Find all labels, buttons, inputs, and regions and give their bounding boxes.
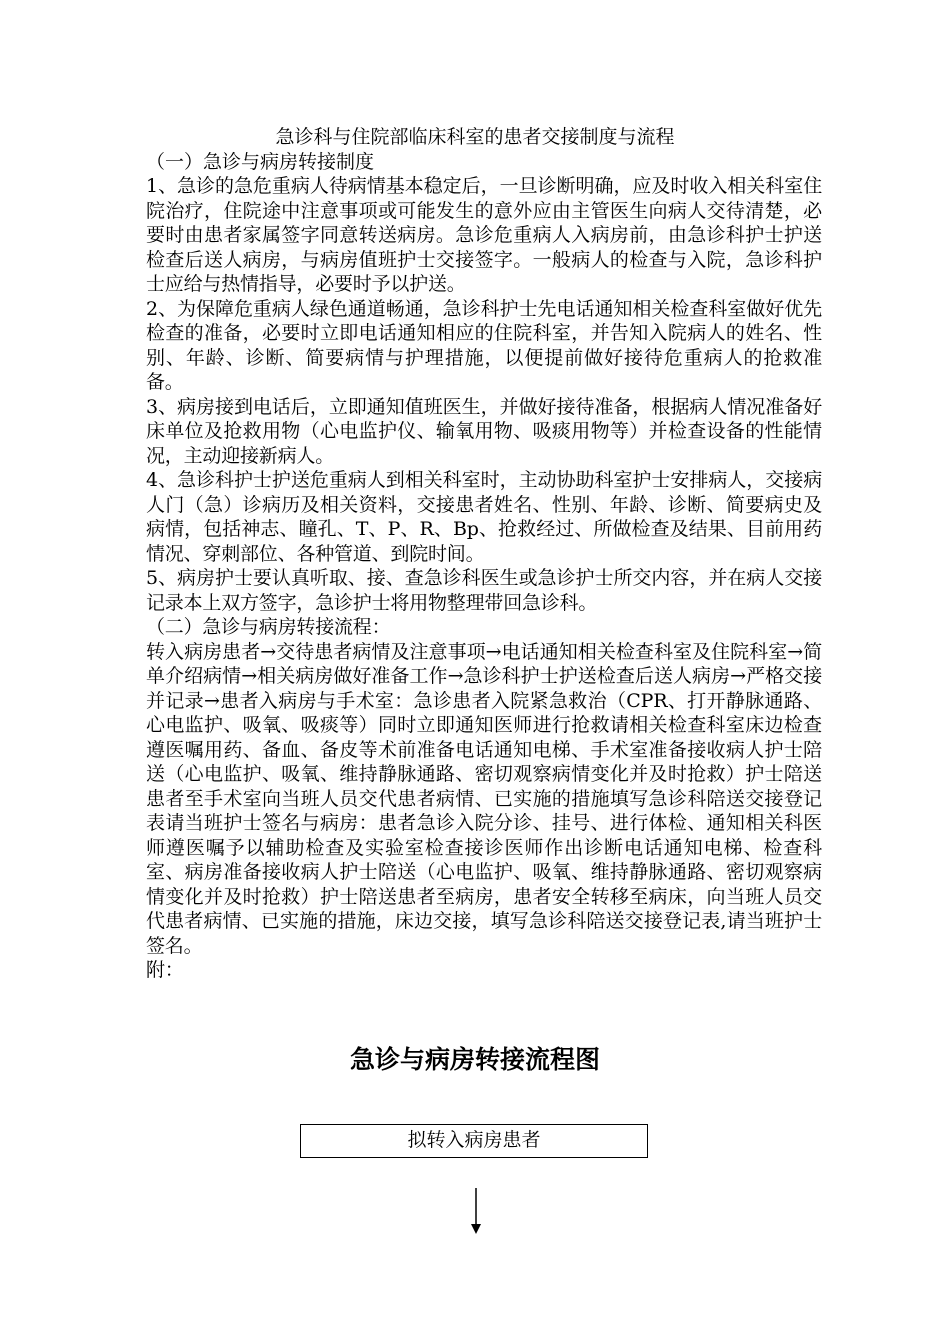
section-1-heading: （一）急诊与病房转接制度: [146, 151, 375, 173]
paragraph-4: 4、急诊科护士护送危重病人到相关科室时，主动协助科室护士安排病人，交接病人门（急）诊病历及相关资料，交接患者姓名、性别、年龄、诊断、简要病史及病情，包括神志、瞳孔、T、P、R、Bp、抢救经过、所做检查及结果、目前用药情况、穿刺部位、各种管道、到院时间。: [146, 469, 822, 565]
paragraph-3: 3、病房接到电话后，立即通知值班医生，并做好接待准备，根据病人情况准备好床单位及抢救用物（心电监护仪、输氧用物、吸痰用物等）并检查设备的性能情况，主动迎接新病人。: [146, 395, 822, 467]
paragraph-1: 1、急诊的急危重病人待病情基本稳定后，一旦诊断明确，应及时收入相关科室住院治疗，住院途中注意事项或可能发生的意外应由主管医生向病人交待清楚，必要时由患者家属签字同意转送病房。急诊危重病人入病房前，由急诊科护士护送检查后送人病房，与病房值班护士交接签字。一般病人的检查与入院，急诊科护士应给与热情指导，必要时予以护送。: [146, 175, 822, 295]
flowchart-title: 急诊与病房转接流程图: [349, 1045, 600, 1074]
paragraph-2: 2、为保障危重病人绿色通道畅通，急诊科护士先电话通知相关检查科室做好优先检查的准备，必要时立即电话通知相应的住院科室，并告知入院病人的姓名、性别、年龄、诊断、简要病情与护理措施，以便提前做好接待危重病人的抢救准备。: [146, 297, 822, 393]
paragraph-5: 5、病房护士要认真听取、接、查急诊科医生或急诊护士所交内容，并在病人交接记录本上双方签字，急诊护士将用物整理带回急诊科。: [146, 567, 822, 614]
attachment-label: 附：: [146, 959, 184, 981]
section-2-heading: （二）急诊与病房转接流程：: [146, 616, 391, 638]
flowchart-arrow-down-icon: [466, 1188, 486, 1234]
section-2-body: 转入病房患者→交待患者病情及注意事项→电话通知相关检查科室及住院科室→简单介绍病情→相关病房做好准备工作→急诊科护士护送检查后送人病房→严格交接并记录→患者入病房与手术室：急诊患者入院紧急救治（CPR、打开静脉通路、心电监护、吸氧、吸痰等）同时立即通知医师进行抢救请相关检查科室床边检查遵医嘱用药、备血、备皮等术前准备电话通知电梯、手术室准备接收病人护士陪送（心电监护、吸氧、维持静脉通路、密切观察病情变化并及时抢救）护士陪送患者至手术室向当班人员交代患者病情、已实施的措施填写急诊科陪送交接登记表请当班护士签名与病房：患者急诊入院分诊、挂号、进行体检、通知相关科医师遵医嘱予以辅助检查及实验室检查接诊医师作出诊断电话通知电梯、检查科室、病房准备接收病人护士陪送（心电监护、吸氧、维持静脉通路、密切观察病情变化并及时抢救）护士陪送患者至病房，患者安全转移至病床，向当班人员交代患者病情、已实施的措施，床边交接，填写急诊科陪送交接登记表,请当班护士签名。: [146, 640, 822, 957]
document-title: 急诊科与住院部临床科室的患者交接制度与流程: [275, 126, 675, 148]
section-1-body: [146, 174, 822, 983]
flowchart-box-start: 拟转入病房患者: [300, 1124, 648, 1158]
